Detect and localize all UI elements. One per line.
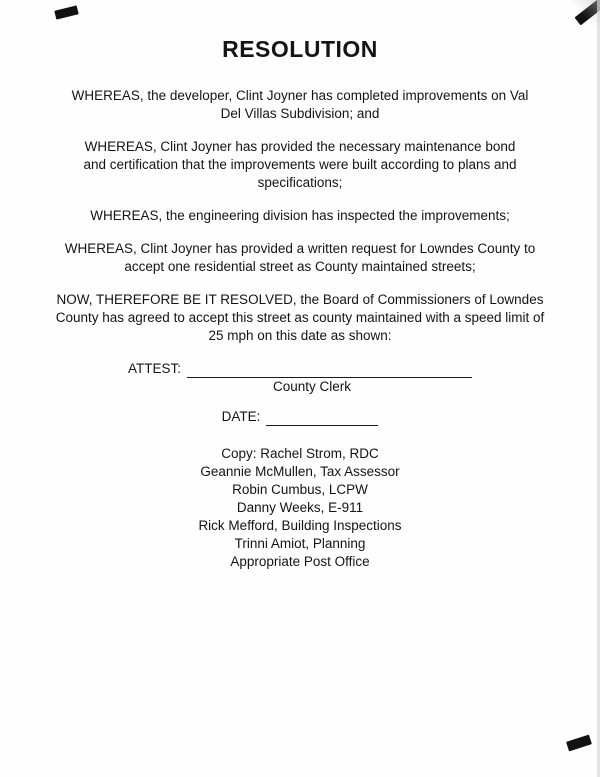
copy-list-item: Trinni Amiot, Planning bbox=[234, 536, 366, 551]
whereas-paragraph-3: WHEREAS, the engineering division has inspected the improvements; bbox=[90, 208, 510, 223]
whereas-paragraph-1: WHEREAS, the developer, Clint Joyner has completed improvements on Val Del Villas Subdivision; and bbox=[71, 88, 529, 121]
date-blank-line bbox=[266, 411, 378, 426]
county-clerk-label: County Clerk bbox=[272, 379, 352, 394]
date-row bbox=[0, 408, 600, 426]
whereas-paragraph-2: WHEREAS, Clint Joyner has provided the necessary maintenance bond and certification that the improvements were built according to plans and specifications; bbox=[83, 139, 517, 190]
copy-distribution-list bbox=[0, 445, 600, 571]
scan-corner-shade bbox=[570, 0, 600, 30]
date-label: DATE: bbox=[221, 409, 261, 424]
copy-list-item: Copy: Rachel Strom, RDC bbox=[221, 446, 379, 461]
attest-signature-line bbox=[187, 363, 472, 378]
document-title: RESOLUTION bbox=[222, 36, 378, 62]
scan-artifact-bottom-right bbox=[566, 735, 592, 752]
resolved-paragraph: NOW, THEREFORE BE IT RESOLVED, the Board of Commissioners of Lowndes County has agreed to accept this street as county maintained with a speed limit of 25 mph on this date as shown: bbox=[55, 292, 545, 343]
attest-label: ATTEST: bbox=[127, 361, 181, 376]
whereas-paragraph-4: WHEREAS, Clint Joyner has provided a written request for Lowndes County to accept one residential street as County maintained streets; bbox=[64, 241, 536, 274]
copy-list-item: Rick Mefford, Building Inspections bbox=[198, 518, 402, 533]
copy-list-item: Danny Weeks, E-911 bbox=[236, 500, 364, 515]
copy-list-item: Robin Cumbus, LCPW bbox=[232, 482, 368, 497]
copy-list-item: Appropriate Post Office bbox=[230, 554, 370, 569]
copy-list-item: Geannie McMullen, Tax Assessor bbox=[200, 464, 400, 479]
attest-row bbox=[0, 360, 600, 378]
